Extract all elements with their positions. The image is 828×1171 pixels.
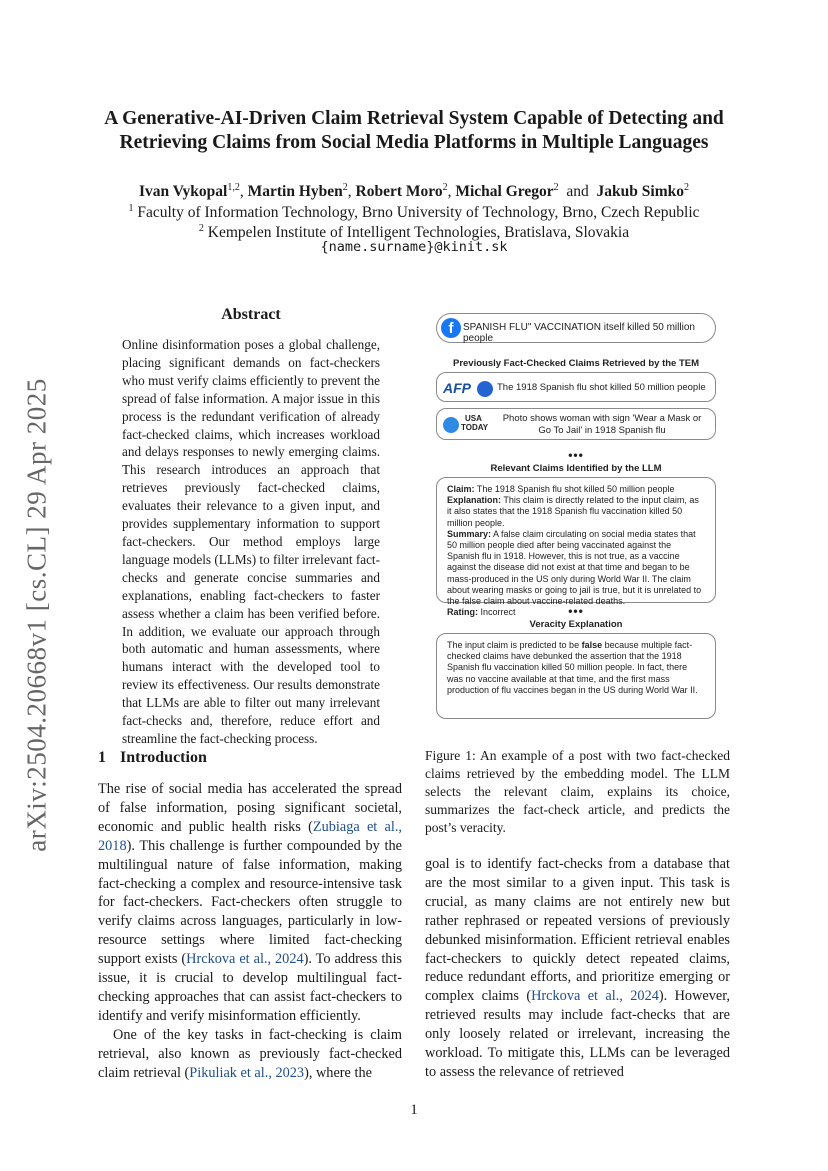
right-column-text [425, 855, 730, 1082]
citation-zubiaga[interactable]: Zubiaga et al., 2018 [98, 818, 402, 854]
author-conjunction: and [566, 183, 589, 201]
usatoday-logo-dot [443, 417, 459, 433]
ellipsis-separator-2: ••• [568, 604, 584, 618]
relevant-claim-content [437, 478, 715, 624]
summary-text: A false claim circulating on social media states that 50 million people died after being vaccinated against the Spanish flu in 1918. However, this is not true, as a vaccine against the disease did not exist at that time and began to be mass-produced in the US only during World War II. The claim about wearing masks or going to jail is true, but it is unrelated to the false claim about vaccine-related deaths. [447, 528, 702, 607]
usatoday-logo-line-1: USA [465, 414, 482, 423]
author-5: Jakub Simko [596, 183, 684, 201]
title-line-1: A Generative-AI-Driven Claim Retrieval System Capable of Detecting and [104, 108, 724, 129]
left-column-text [98, 780, 402, 1083]
author-list: Ivan Vykopal$^{1,2}$, Martin Hyben$^2$, Robert Moro$^2$, Michal Gregor$^2$ and Jakub Simko$^2$ [139, 182, 689, 201]
social-post-bubble [436, 313, 716, 343]
citation-hrckova[interactable]: Hrckova et al., 2024 [186, 951, 304, 968]
paper-title [60, 107, 768, 155]
claim-text: The 1918 Spanish flu shot killed 50 million people [476, 484, 675, 494]
author-4: Michal Gregor [455, 183, 554, 201]
usatoday-claim-text: Photo shows woman with sign 'Wear a Mask or Go To Jail' in 1918 Spanish flu [502, 413, 702, 436]
rating-text: Incorrect [480, 607, 516, 618]
page-number: 1 [410, 1102, 418, 1118]
summary-row [447, 529, 705, 607]
right-col-text-b: ). However, retrieved results may include fact-checks that are only loosely related or irrelevant, increasing the workload. To mitigate this, LLMs can be leveraged to assess the relevance of retrieved [425, 988, 730, 1080]
section-heading-introduction [98, 749, 221, 767]
figure-caption: Figure 1: An example of a post with two fact-checked claims retrieved by the embedding model. The LLM selects the relevant claim, explains its choice, summarizes the fact-check article, and predicts the post’s veracity. [425, 748, 730, 835]
intro-p2-text-b: ), where the [304, 1064, 372, 1081]
intro-p1-text-a: The rise of social media has accelerated the spread of false information, posing significant societal, economic and public health risks ( [98, 781, 402, 835]
afp-logo-dot [477, 381, 493, 397]
author-2: Martin Hyben [247, 183, 343, 201]
summary-label: Summary: [447, 528, 492, 539]
author-1-affil: 1,2 [227, 182, 240, 193]
intro-paragraph-2 [98, 1026, 402, 1083]
section-title: Introduction [120, 749, 207, 766]
affiliation-1-mark: 1 [128, 203, 134, 214]
affiliation-1-text: Faculty of Information Technology, Brno University of Technology, Brno, Czech Republic [137, 204, 700, 222]
usatoday-logo [461, 415, 488, 432]
arxiv-identifier [17, 375, 57, 855]
intro-paragraph-1 [98, 780, 402, 1026]
explanation-row [447, 495, 705, 529]
citation-hrckova-2[interactable]: Hrckova et al., 2024 [531, 988, 659, 1005]
veracity-text-pre: The input claim is predicted to be [447, 640, 580, 650]
afp-logo: AFP [443, 380, 471, 396]
affiliation-2-mark: 2 [198, 223, 204, 234]
author-3: Robert Moro [355, 183, 443, 201]
afp-claim-text: The 1918 Spanish flu shot killed 50 million people [497, 382, 706, 393]
facebook-icon: f [441, 318, 461, 338]
affiliation-2-text: Kempelen Institute of Intelligent Technologies, Bratislava, Slovakia [207, 224, 630, 242]
intro-p2-text-a: One of the key tasks in fact-checking is claim retrieval, also known as previously fact-checked claim retrieval ( [98, 1026, 402, 1081]
author-5-affil: 2 [683, 182, 689, 193]
relevant-claims-heading: Relevant Claims Identified by the LLM [490, 463, 662, 474]
intro-p1-text-b: ). This challenge is further compounded by the multilingual nature of false information, making fact-checking a complex and resource-intensive task for fact-checkers. Fact-checkers often struggle to verify claims across languages, particularly in low-resource settings where limited fact-checking support exists ( [98, 837, 402, 968]
relevant-claim-box [436, 477, 716, 618]
abstract-body: Online disinformation poses a global challenge, placing significant demands on fact-checkers who must verify claims efficiently to prevent the spread of false information. A major issue in this process is the redundant verification of already fact-checked claims, which increases workload and delays responses to newly emerging claims. This research introduces an approach that retrieves previously fact-checked claims, evaluates their relevance to a given input, and provides supplementary information to support fact-checkers. Our method employs large language models (LLMs) to filter irrelevant fact-checks and generate concise summaries and explanations, enabling fact-checkers to faster assess whether a claim has been verified before. In addition, we evaluate our approach through both automatic and human assessments, where humans interact with the developed tool to review its effectiveness. Our results demonstrate that LLMs are able to filter out many irrelevant fact-checks and, therefore, reduce effort and streamline the fact-checking process. [122, 337, 380, 746]
author-1: Ivan Vykopal [139, 183, 228, 201]
intro-p1-text-c: ). To address this issue, it is crucial to develop multilingual fact-checking approaches that can assist fact-checkers to identify and verify misinformation efficiently. [98, 951, 402, 1024]
veracity-verdict: false [581, 640, 603, 650]
section-number: 1 [98, 749, 106, 766]
usatoday-logo-line-2: TODAY [461, 422, 489, 432]
retrieved-claim-afp [436, 372, 716, 402]
explanation-text: This claim is directly related to the input claim, as it also states that the 1918 Spanish flu vaccination killed 50 million people. [447, 495, 699, 528]
veracity-content [437, 634, 715, 702]
abstract-heading: Abstract [221, 306, 281, 323]
veracity-box [436, 633, 716, 719]
retrieved-claims-heading: Previously Fact-Checked Claims Retrieved by the TEM [452, 358, 700, 369]
author-3-affil: 2 [442, 182, 448, 193]
arxiv-label: arXiv:2504.20668v1 [cs.CL] 29 Apr 2025 [21, 378, 52, 852]
explanation-label: Explanation: [447, 495, 502, 506]
ellipsis-separator-1: ••• [568, 448, 584, 462]
veracity-heading: Veracity Explanation [529, 619, 623, 630]
veracity-text-post: because multiple fact-checked claims have debunked the assertion that the 1918 Spanish flu vaccination killed 50 million people. In fact, there was no vaccine available at that time, and the first mass production of flu vaccines began in the US during World War II. [447, 640, 698, 695]
claim-row [447, 484, 705, 495]
title-line-2: Retrieving Claims from Social Media Platforms in Multiple Languages [119, 132, 709, 153]
retrieved-claim-usatoday [436, 408, 716, 440]
author-email: {name.surname}@kinit.sk [320, 239, 508, 255]
author-4-affil: 2 [553, 182, 559, 193]
author-2-affil: 2 [342, 182, 348, 193]
citation-pikuliak[interactable]: Pikuliak et al., 2023 [189, 1064, 305, 1081]
post-text: SPANISH FLU" VACCINATION itself killed 50 million people [463, 322, 695, 344]
right-col-text-a: goal is to identify fact-checks from a database that are the most similar to a given input. This task is crucial, as many claims are not entirely new but rather rephrased or repeated versions of previously debunked misinformation. Efficient retrieval enables fact-checkers to quickly detect repeated claims, reduce redundant efforts, and prioritize emerging or complex claims ( [425, 856, 730, 1005]
rating-label: Rating: [447, 607, 478, 618]
claim-label: Claim: [447, 484, 475, 494]
